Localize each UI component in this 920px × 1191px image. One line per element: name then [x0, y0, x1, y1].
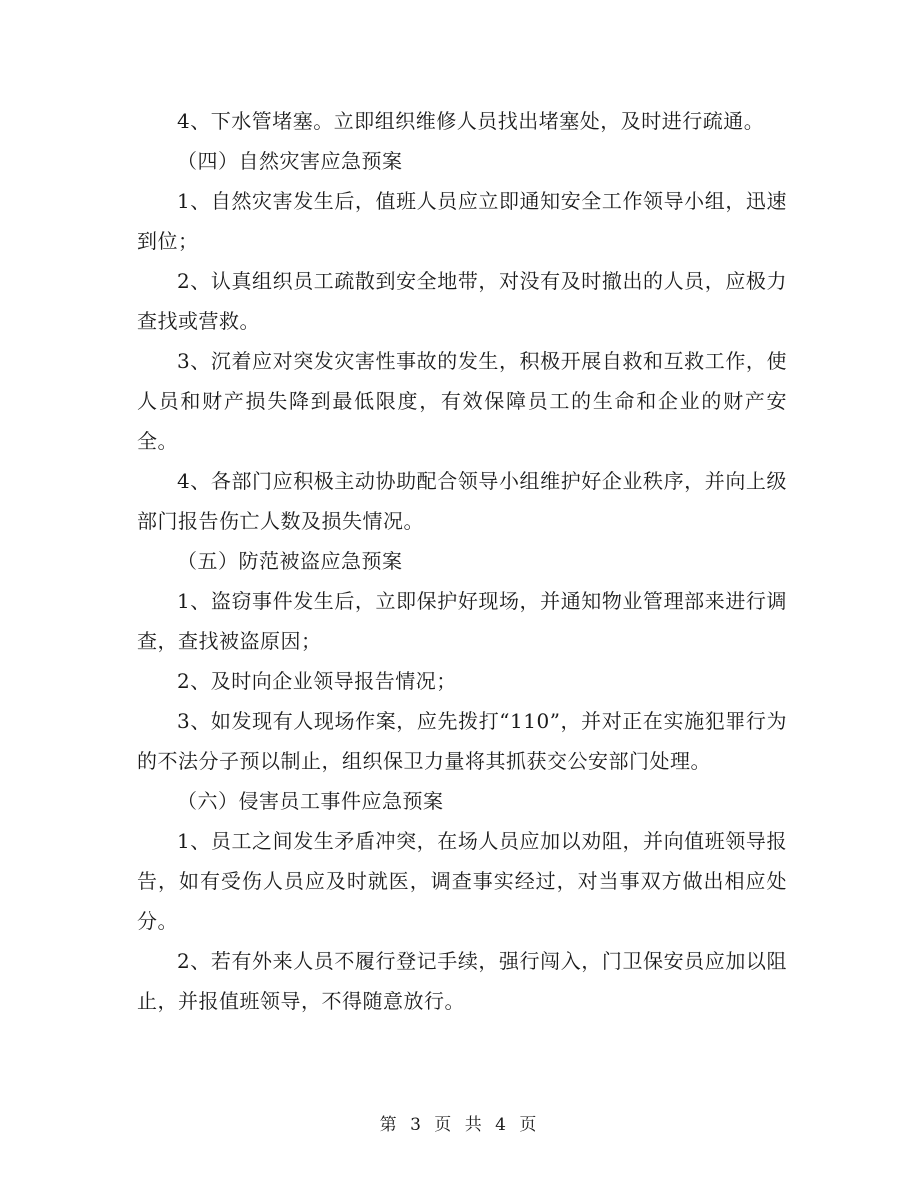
- paragraph: 2、若有外来人员不履行登记手续，强行闯入，门卫保安员应加以阻止，并报值班领导，不得随意放行。: [137, 949, 787, 1013]
- paragraph: 3、沉着应对突发灾害性事故的发生，积极开展自救和互救工作，使人员和财产损失降到最低限度，有效保障员工的生命和企业的财产安全。: [137, 349, 787, 453]
- paragraph: 2、认真组织员工疏散到安全地带，对没有及时撤出的人员，应极力查找或营救。: [137, 269, 787, 333]
- paragraph: 4、下水管堵塞。立即组织维修人员找出堵塞处，及时进行疏通。: [177, 109, 765, 133]
- paragraph: 4、各部门应积极主动协助配合领导小组维护好企业秩序，并向上级部门报告伤亡人数及损失情况。: [137, 469, 787, 533]
- page-footer: 第 3 页 共 4 页: [379, 1115, 541, 1135]
- paragraph: 1、自然灾害发生后，值班人员应立即通知安全工作领导小组，迅速到位；: [137, 189, 787, 253]
- document-body: [137, 101, 787, 1021]
- paragraph: 3、如发现有人现场作案，应先拨打“110”，并对正在实施犯罪行为的不法分子预以制止，组织保卫力量将其抓获交公安部门处理。: [137, 709, 787, 773]
- section-heading: （四）自然灾害应急预案: [177, 149, 403, 173]
- section-heading: （六）侵害员工事件应急预案: [177, 789, 444, 813]
- paragraph: 1、员工之间发生矛盾冲突，在场人员应加以劝阻，并向值班领导报告，如有受伤人员应及时就医，调查事实经过，对当事双方做出相应处分。: [137, 829, 787, 933]
- paragraph: 2、及时向企业领导报告情况；: [177, 669, 457, 693]
- section-heading: （五）防范被盗应急预案: [177, 549, 403, 573]
- paragraph: 1、盗窃事件发生后，立即保护好现场，并通知物业管理部来进行调查，查找被盗原因；: [137, 589, 787, 653]
